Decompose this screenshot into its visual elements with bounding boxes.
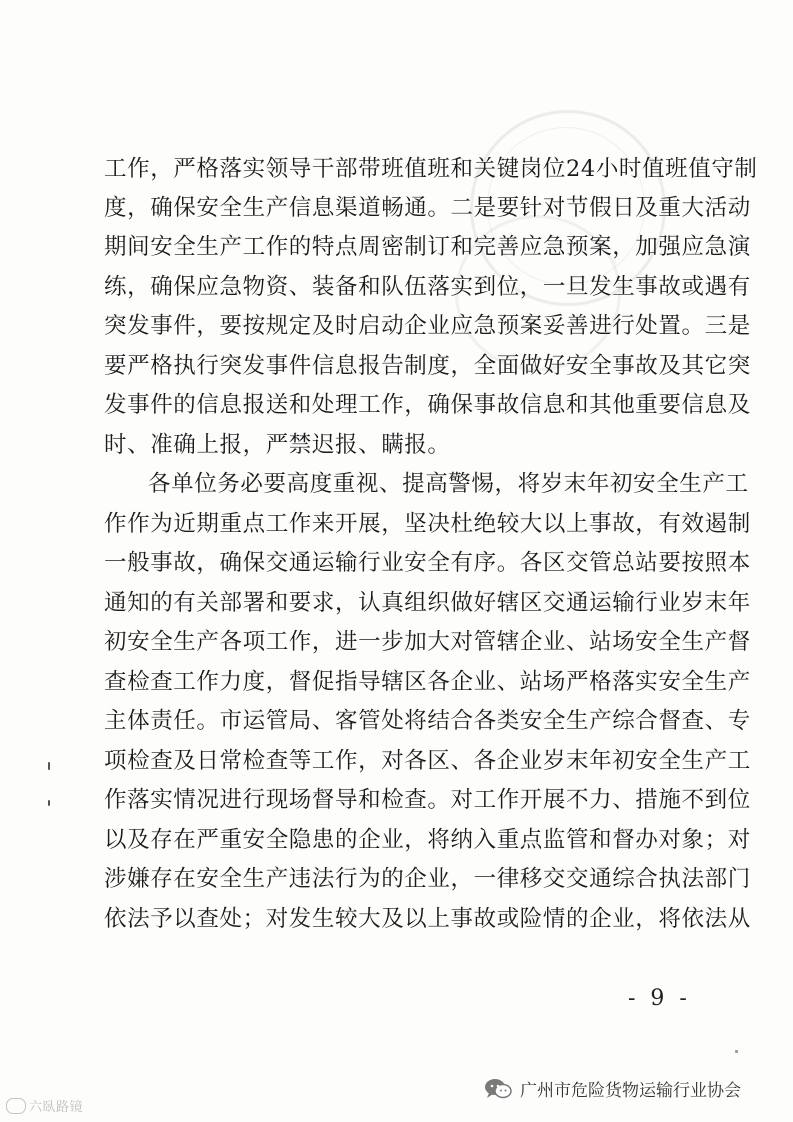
text-line: 项检查及日常检查等工作，对各区、各企业岁末年初安全生产工 <box>104 748 751 774</box>
text-line: 要严格执行突发事件信息报告制度，全面做好安全事故及其它突 <box>104 353 751 379</box>
text-line: 查检查工作力度，督促指导辖区各企业、站场严格落实安全生产 <box>104 669 751 695</box>
text-line: 依法予以查处；对发生较大及以上事故或险情的企业，将依法从 <box>104 906 751 932</box>
wechat-account-watermark <box>484 1076 741 1101</box>
text-line: 一般事故，确保交通运输行业安全有序。各区交管总站要按照本 <box>104 550 751 576</box>
text-line: 期间安全生产工作的特点周密制订和完善应急预案，加强应急演 <box>104 234 751 260</box>
weibo-watermark <box>6 1096 83 1115</box>
text-line: 涉嫌存在安全生产违法行为的企业，一律移交交通综合执法部门 <box>104 866 751 892</box>
text-line: 工作，严格落实领导干部带班值班和关键岗位24小时值班值守制 <box>104 156 758 182</box>
scan-speck <box>48 800 50 806</box>
scan-speck <box>48 762 50 770</box>
text-line: 练，确保应急物资、装备和队伍落实到位，一旦发生事故或遇有 <box>104 274 751 300</box>
scan-speck <box>735 1050 738 1053</box>
weibo-watermark-text: 六臥路镜 <box>29 1100 84 1115</box>
weibo-icon <box>6 1098 26 1114</box>
text-line: 各单位务必要高度重视、提高警惕，将岁末年初安全生产工 <box>148 471 749 497</box>
text-line: 度，确保安全生产信息渠道畅通。二是要针对节假日及重大活动 <box>104 195 751 221</box>
text-line: 作落实情况进行现场督导和检查。对工作开展不力、措施不到位 <box>104 787 751 813</box>
text-line: 主体责任。市运管局、客管处将结合各类安全生产综合督查、专 <box>104 708 751 734</box>
text-line: 通知的有关部署和要求，认真组织做好辖区交通运输行业岁末年 <box>104 590 751 616</box>
page-number: - 9 - <box>628 986 691 1011</box>
text-line: 突发事件，要按规定及时启动企业应急预案妥善进行处置。三是 <box>104 313 751 339</box>
text-line: 以及存在严重安全隐患的企业，将纳入重点监管和督办对象；对 <box>104 827 751 853</box>
text-line: 发事件的信息报送和处理工作，确保事故信息和其他重要信息及 <box>104 392 751 418</box>
wechat-account-name: 广州市危险货物运输行业协会 <box>520 1081 741 1101</box>
wechat-icon <box>484 1078 512 1100</box>
text-line: 时、准确上报，严禁迟报、瞒报。 <box>104 432 451 458</box>
text-line: 作作为近期重点工作来开展，坚决杜绝较大以上事故，有效遏制 <box>104 511 751 537</box>
text-line: 初安全生产各项工作，进一步加大对管辖企业、站场安全生产督 <box>104 629 751 655</box>
